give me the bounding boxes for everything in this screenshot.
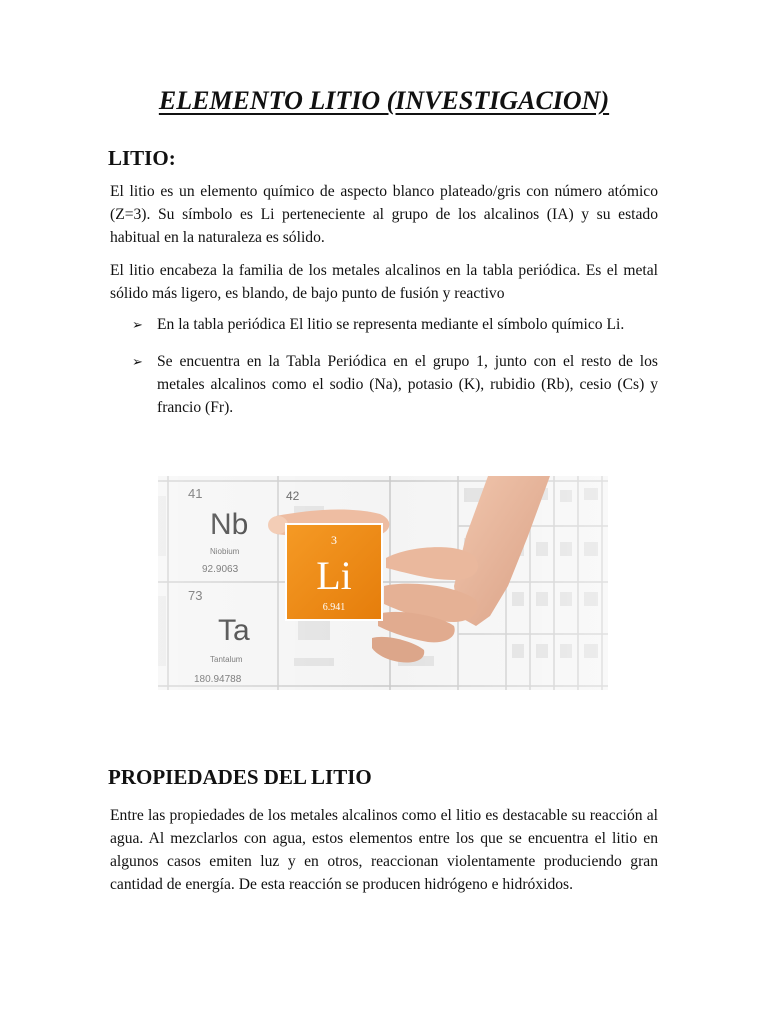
bullet-text: Se encuentra en la Tabla Periódica en el grupo 1, junto con el resto de los metales alcalinos como el sodio (Na), potasio (K), rubidio (Rb), cesio (Cs) y francio (Fr).: [157, 353, 658, 416]
bullet-item: [132, 350, 658, 419]
section-heading-propiedades: PROPIEDADES DEL LITIO: [108, 765, 372, 789]
lithium-illustration: [158, 476, 608, 690]
section-heading-litio: LITIO:: [108, 146, 176, 170]
lithium-photo: [158, 476, 608, 690]
card-atomic-number: 3: [331, 533, 337, 547]
card-symbol: Li: [316, 553, 352, 598]
lithium-card: [286, 524, 382, 620]
document-title: ELEMENTO LITIO (INVESTIGACION): [158, 86, 610, 115]
arrowhead-bullet-icon: ➢: [132, 317, 143, 332]
card-atomic-mass: 6.941: [322, 602, 346, 613]
paragraph-litio-intro: El litio es un elemento químico de aspecto blanco plateado/gris con número atómico (Z=3). Su símbolo es Li perteneciente al grupo de los alcalinos (IA) y su estado habitual en la naturaleza es sólido.: [110, 183, 658, 246]
bullet-text: En la tabla periódica El litio se representa mediante el símbolo químico Li.: [157, 316, 625, 333]
bullet-list: [132, 313, 658, 433]
arrowhead-bullet-icon: ➢: [132, 354, 143, 369]
paragraph-propiedades: Entre las propiedades de los metales alcalinos como el litio es destacable su reacción al agua. Al mezclarlos con agua, estos elementos entre los que se encuentra el litio en algunos casos emiten luz y en otros, reaccionan violentamente produciendo gran cantidad de energía. De esta reacción se producen hidrógeno e hidróxidos.: [110, 807, 658, 893]
paragraph-litio-family: El litio encabeza la familia de los metales alcalinos en la tabla periódica. Es el metal sólido más ligero, es blando, de bajo punto de fusión y reactivo: [110, 262, 658, 302]
bullet-item: [132, 313, 658, 336]
